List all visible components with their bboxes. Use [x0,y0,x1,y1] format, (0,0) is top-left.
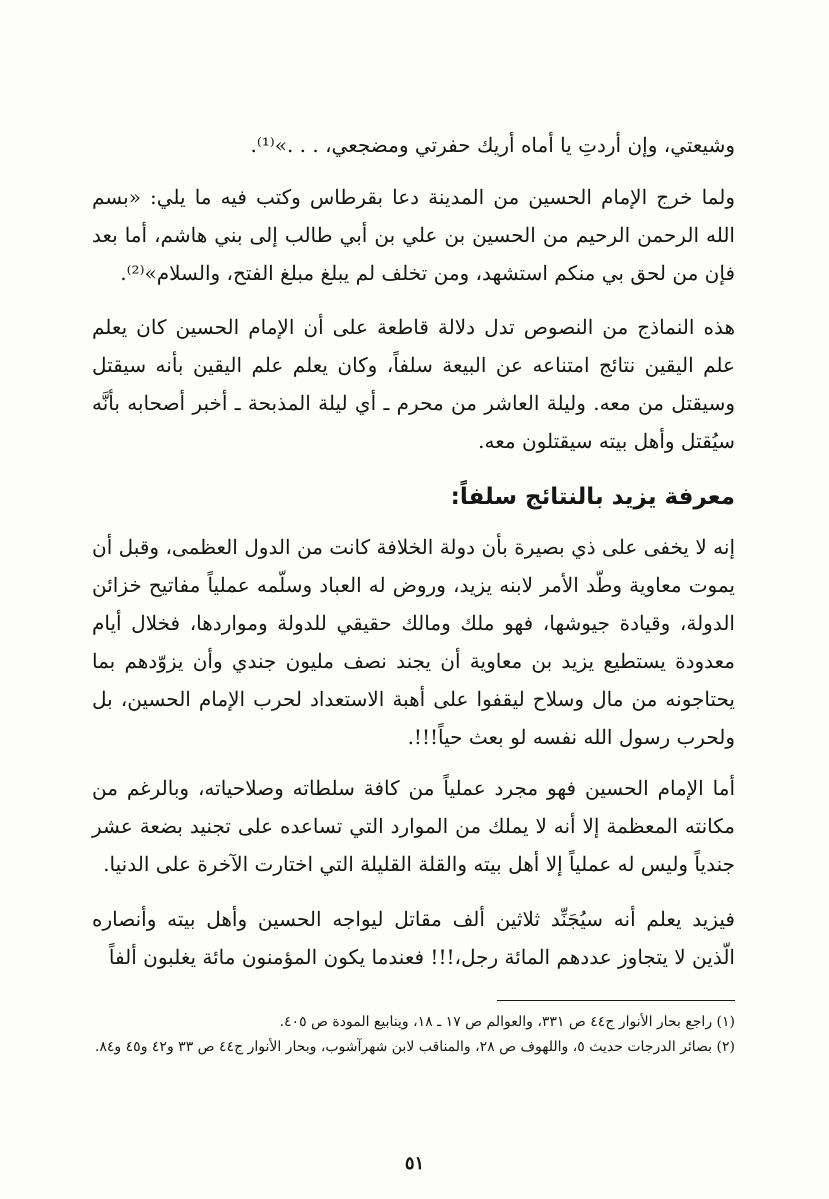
paragraph-hussein-resources: أما الإمام الحسين فهو مجرد عملياً من كافة سلطاته وصلاحياته، وبالرغم من مكانته المعظمة إلا أنه لا يملك من الموارد التي تساعده على تجنيد بضعة عشر جندياً وليس له عملياً إلا أهل بيته والقلة القليلة التي اختارت الآخرة على الدنيا. [92,776,735,876]
paragraph-conclusion: هذه النماذج من النصوص تدل دلالة قاطعة على أن الإمام الحسين كان يعلم علم اليقين نتائج امتناعه عن البيعة سلفاً، وكان يعلم علم اليقين بأنه سيقتل وسيقتل من معه. وليلة العاشر من محرم ـ أي ليلة المذبحة ـ أخبر أصحابه بأنَّه سيُقتل وأهل بيته سيقتلون معه. [92,315,735,453]
paragraph-hussein-letter: ولما خرج الإمام الحسين من المدينة دعا بقرطاس وكتب فيه ما يلي: «بسم الله الرحمن الرحيم من الحسين بن علي بن أبي طالب إلى بني هاشم، أما بعد فإن من لحق بي منكم استشهد، ومن تخلف لم يبلغ مبلغ الفتح، والسلام»⁽²⁾. [92,185,735,285]
paragraph-continuation: وشيعتي، وإن أردتِ يا أماه أريك حفرتي ومضجعي، . . .»⁽¹⁾. [250,133,735,157]
footnote-1: (١) راجع بحار الأنوار ج٤٤ ص ٣٣١، والعوالم ص ١٧ ـ ١٨، وينابيع المودة ص ٤٠٥. [279,1014,735,1030]
footnotes [92,1000,735,1060]
footnote-divider [497,1000,735,1001]
footnote-2: (٢) بصائر الدرجات حديث ٥، واللهوف ص ٢٨، والمناقب لابن شهرآشوب، وبحار الأنوار ج٤٤ ص ٣٣ و٤٢ و٤٥ و٨٤. [94,1039,735,1055]
section-heading: معرفة يزيد بالنتائج سلفاً: [450,484,735,510]
paragraph-yazid-army: فيزيد يعلم أنه سيُجَنِّد ثلاثين ألف مقاتل ليواجه الحسين وأهل بيته وأنصاره الّذين لا يتجاوز عددهم المائة رجل،!!! فعندما يكون المؤمنون مائة يغلبون ألفاً [92,907,735,969]
page-body [92,126,735,976]
page-number: ٥١ [404,1153,425,1174]
paragraph-caliphate-power: إنه لا يخفى على ذي بصيرة بأن دولة الخلافة كانت من الدول العظمى، وقبل أن يموت معاوية وطّد الأمر لابنه يزيد، وروض له العباد وسلّمه عملياً مفاتيح خزائن الدولة، وقيادة جيوشها، فهو ملك ومالك حقيقي للدولة ومواردها، فخلال أيام معدودة يستطيع يزيد بن معاوية أن يجند نصف مليون جندي وأن يزوّدهم بما يحتاجونه من مال وسلاح ليقفوا على أهبة الاستعداد لحرب الإمام الحسين، بل ولحرب رسول الله نفسه لو بعث حياً!!!. [92,535,735,749]
